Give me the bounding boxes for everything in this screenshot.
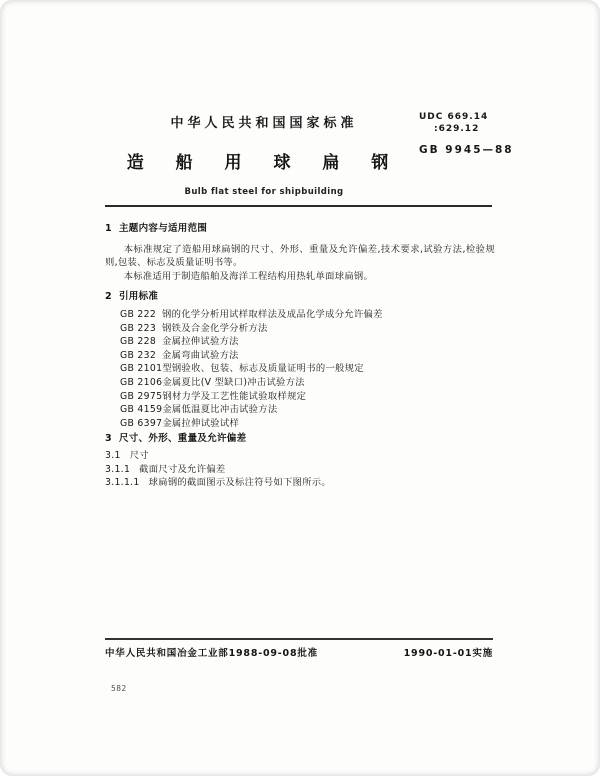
udc-number: UDC 669.14 xyxy=(419,112,489,122)
subsection-row xyxy=(105,449,495,463)
subsection-title: 截面尺寸及允许偏差 xyxy=(139,463,226,475)
section-1-paragraph-1: 本标准规定了造船用球扁钢的尺寸、外形、重量及允许偏差,技术要求,试验方法,检验规则,包装、标志及质量证明书等。 xyxy=(105,243,495,269)
subsection-row xyxy=(105,463,495,477)
reference-code: GB 6397 xyxy=(120,417,163,429)
reference-title: 金属拉伸试验方法 xyxy=(162,336,239,348)
reference-code: GB 2975 xyxy=(120,390,163,402)
reference-code: GB 228 xyxy=(120,336,157,348)
document-body xyxy=(105,222,495,490)
section-3-title: 尺寸、外形、重量及允许偏差 xyxy=(119,433,247,445)
reference-item xyxy=(105,349,495,363)
reference-item xyxy=(105,362,495,376)
standard-number: GB 9945—88 xyxy=(419,144,514,156)
section-1-number: 1 xyxy=(105,223,112,234)
document-footer xyxy=(105,645,493,659)
udc-sub-number: :629.12 xyxy=(434,124,480,134)
section-2-title: 引用标准 xyxy=(119,291,159,303)
reference-title: 金属夏比(V 型缺口)冲击试验方法 xyxy=(162,376,305,388)
approval-statement: 中华人民共和国冶金工业部1988-09-08批准 xyxy=(105,648,318,659)
reference-item xyxy=(105,390,495,404)
section-1-paragraph-2: 本标准适用于制造船舶及海洋工程结构用热轧单面球扁钢。 xyxy=(123,270,374,282)
reference-item xyxy=(105,335,495,349)
reference-code: GB 4159 xyxy=(120,404,163,416)
document-title-chinese: 造 船 用 球 扁 钢 xyxy=(126,153,402,173)
reference-item xyxy=(105,308,495,322)
reference-item xyxy=(105,322,495,336)
reference-title: 金属弯曲试验方法 xyxy=(162,349,239,361)
subsection-title: 尺寸 xyxy=(129,449,149,461)
standard-org-title: 中华人民共和国国家标准 xyxy=(170,116,358,131)
section-3-number: 3 xyxy=(105,433,112,445)
section-1-heading xyxy=(105,222,495,236)
reference-item xyxy=(105,376,495,390)
implementation-date: 1990-01-01实施 xyxy=(403,648,493,659)
section-3-subsections xyxy=(105,449,495,490)
reference-title: 金属低温夏比冲击试验方法 xyxy=(162,404,278,416)
reference-title: 钢的化学分析用试样取样法及成品化学成分允许偏差 xyxy=(162,308,383,320)
page-number: 582 xyxy=(111,684,127,693)
section-3-heading xyxy=(105,432,495,446)
reference-code: GB 223 xyxy=(120,322,157,334)
section-1-title: 主题内容与适用范围 xyxy=(119,223,208,234)
subsection-number: 3.1.1 xyxy=(105,463,131,475)
referenced-standards-list xyxy=(105,308,495,430)
section-2-heading xyxy=(105,290,495,304)
reference-title: 钢材力学及工艺性能试验取样规定 xyxy=(162,390,307,402)
reference-title: 型钢验收、包装、标志及质量证明书的一般规定 xyxy=(162,363,364,375)
reference-title: 钢铁及合金化学分析方法 xyxy=(162,322,268,334)
section-2-number: 2 xyxy=(105,291,112,303)
reference-title: 金属拉伸试验试样 xyxy=(162,417,240,429)
reference-item xyxy=(105,403,495,417)
reference-item xyxy=(105,417,495,431)
reference-code: GB 232 xyxy=(120,349,157,361)
document-header xyxy=(108,112,420,197)
subsection-number: 3.1.1.1 xyxy=(105,477,140,489)
reference-code: GB 222 xyxy=(120,308,157,320)
document-title-english: Bulb flat steel for shipbuilding xyxy=(184,187,344,197)
header-divider xyxy=(105,205,492,207)
standard-codes-block xyxy=(419,112,579,156)
subsection-number: 3.1 xyxy=(105,449,121,461)
subsection-row xyxy=(105,476,495,490)
subsection-title: 球扁钢的截面图示及标注符号如下图所示。 xyxy=(148,477,331,489)
reference-code: GB 2101 xyxy=(120,363,163,375)
reference-code: GB 2106 xyxy=(120,376,163,388)
footer-divider xyxy=(105,638,493,640)
